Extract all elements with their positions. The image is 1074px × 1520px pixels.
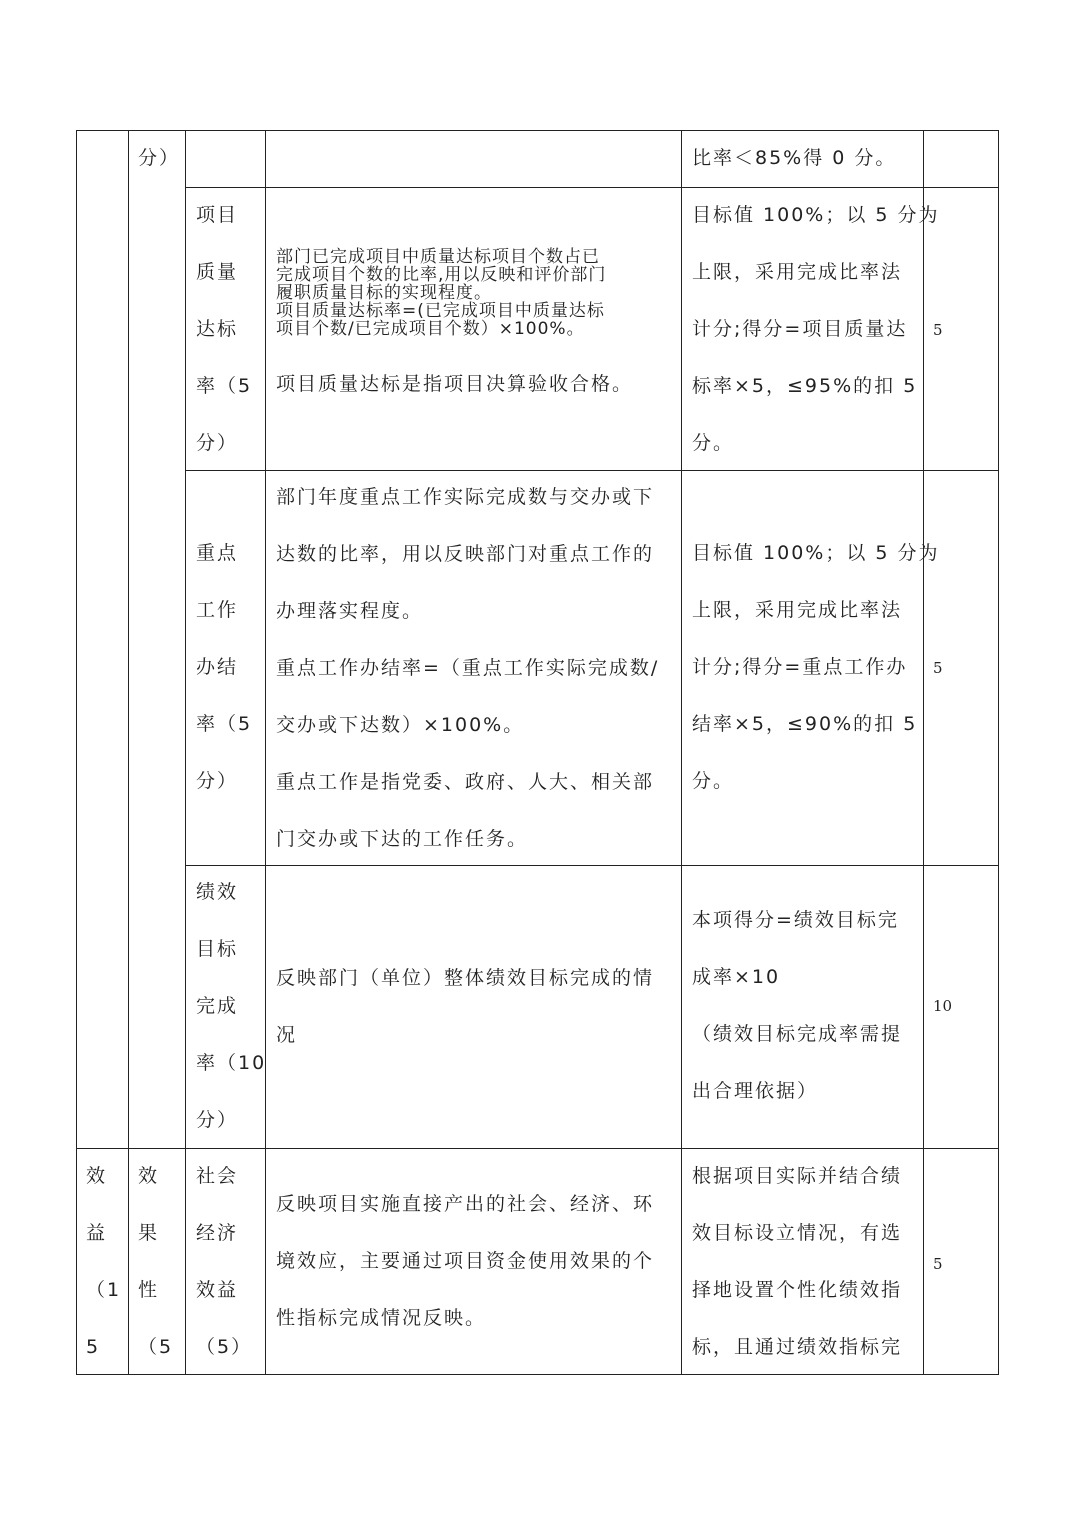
column-divider <box>128 130 129 1375</box>
row4-score-cell: 10 <box>933 997 953 1015</box>
column-divider <box>265 130 266 1375</box>
table-border-top <box>76 130 999 131</box>
row3-criteria-cell: 目标值 100%；以 5 分为 上限，采用完成比率法 计分;得分=重点工作办 结率×5，≤90%的扣 5 分。 <box>692 542 940 792</box>
row5-score-cell: 5 <box>933 1255 943 1273</box>
row4-indicator-cell: 绩效 目标 完成 率（10 分） <box>196 881 267 1131</box>
row2-criteria-cell: 目标值 100%；以 5 分为 上限，采用完成比率法 计分;得分=项目质量达 标率×5，≤95%的扣 5 分。 <box>692 204 940 454</box>
row5-level2-cell: 效 果 性 （5 <box>138 1165 174 1358</box>
column-divider <box>185 130 186 1375</box>
row3-indicator-cell: 重点 工作 办结 率（5 分） <box>196 542 253 792</box>
row3-description-cell: 部门年度重点工作实际完成数与交办或下 达数的比率，用以反映部门对重点工作的 办理落实程度。 重点工作办结率=（重点工作实际完成数/ 交办或下达数）×100%。 重点工作是指党委、政府、人大、相关部 门交办或下达的工作任务。 <box>276 486 660 850</box>
column-divider <box>681 130 682 1375</box>
row5-level1-cell: 效 益 （1 5 <box>86 1165 122 1358</box>
row2-description-cell: 部门已完成项目中质量达标项目个数占已 完成项目个数的比率,用以反映和评价部门 履职质量目标的实现程度。 项目质量达标率=(已完成项目中质量达标 项目个数/已完成项目个数）×100%。 <box>276 247 607 339</box>
row3-score-cell: 5 <box>933 659 943 677</box>
row2-indicator-cell: 项目 质量 达标 率（5 分） <box>196 204 253 454</box>
table-border-left <box>76 130 77 1375</box>
row5-indicator-cell: 社会 经济 效益 （5） <box>196 1165 253 1358</box>
row1-level2-cell: 分） <box>138 147 181 169</box>
row2-description-note: 项目质量达标是指项目决算验收合格。 <box>276 373 634 395</box>
row1-criteria-cell: 比率＜85%得 0 分。 <box>692 147 897 169</box>
row4-description-cell: 反映部门（单位）整体绩效目标完成的情 况 <box>276 967 655 1046</box>
row4-criteria-cell: 本项得分=绩效目标完 成率×10 （绩效目标完成率需提 出合理依据） <box>692 909 903 1102</box>
row5-description-cell: 反映项目实施直接产出的社会、经济、环 境效应，主要通过项目资金使用效果的个 性指标完成情况反映。 <box>276 1193 655 1329</box>
row2-score-cell: 5 <box>933 321 943 339</box>
table-border-right <box>998 130 999 1375</box>
row5-criteria-cell: 根据项目实际并结合绩 效目标设立情况，有选 择地设置个性化绩效指 标，且通过绩效指标完 <box>692 1165 903 1358</box>
evaluation-table <box>76 130 999 1375</box>
